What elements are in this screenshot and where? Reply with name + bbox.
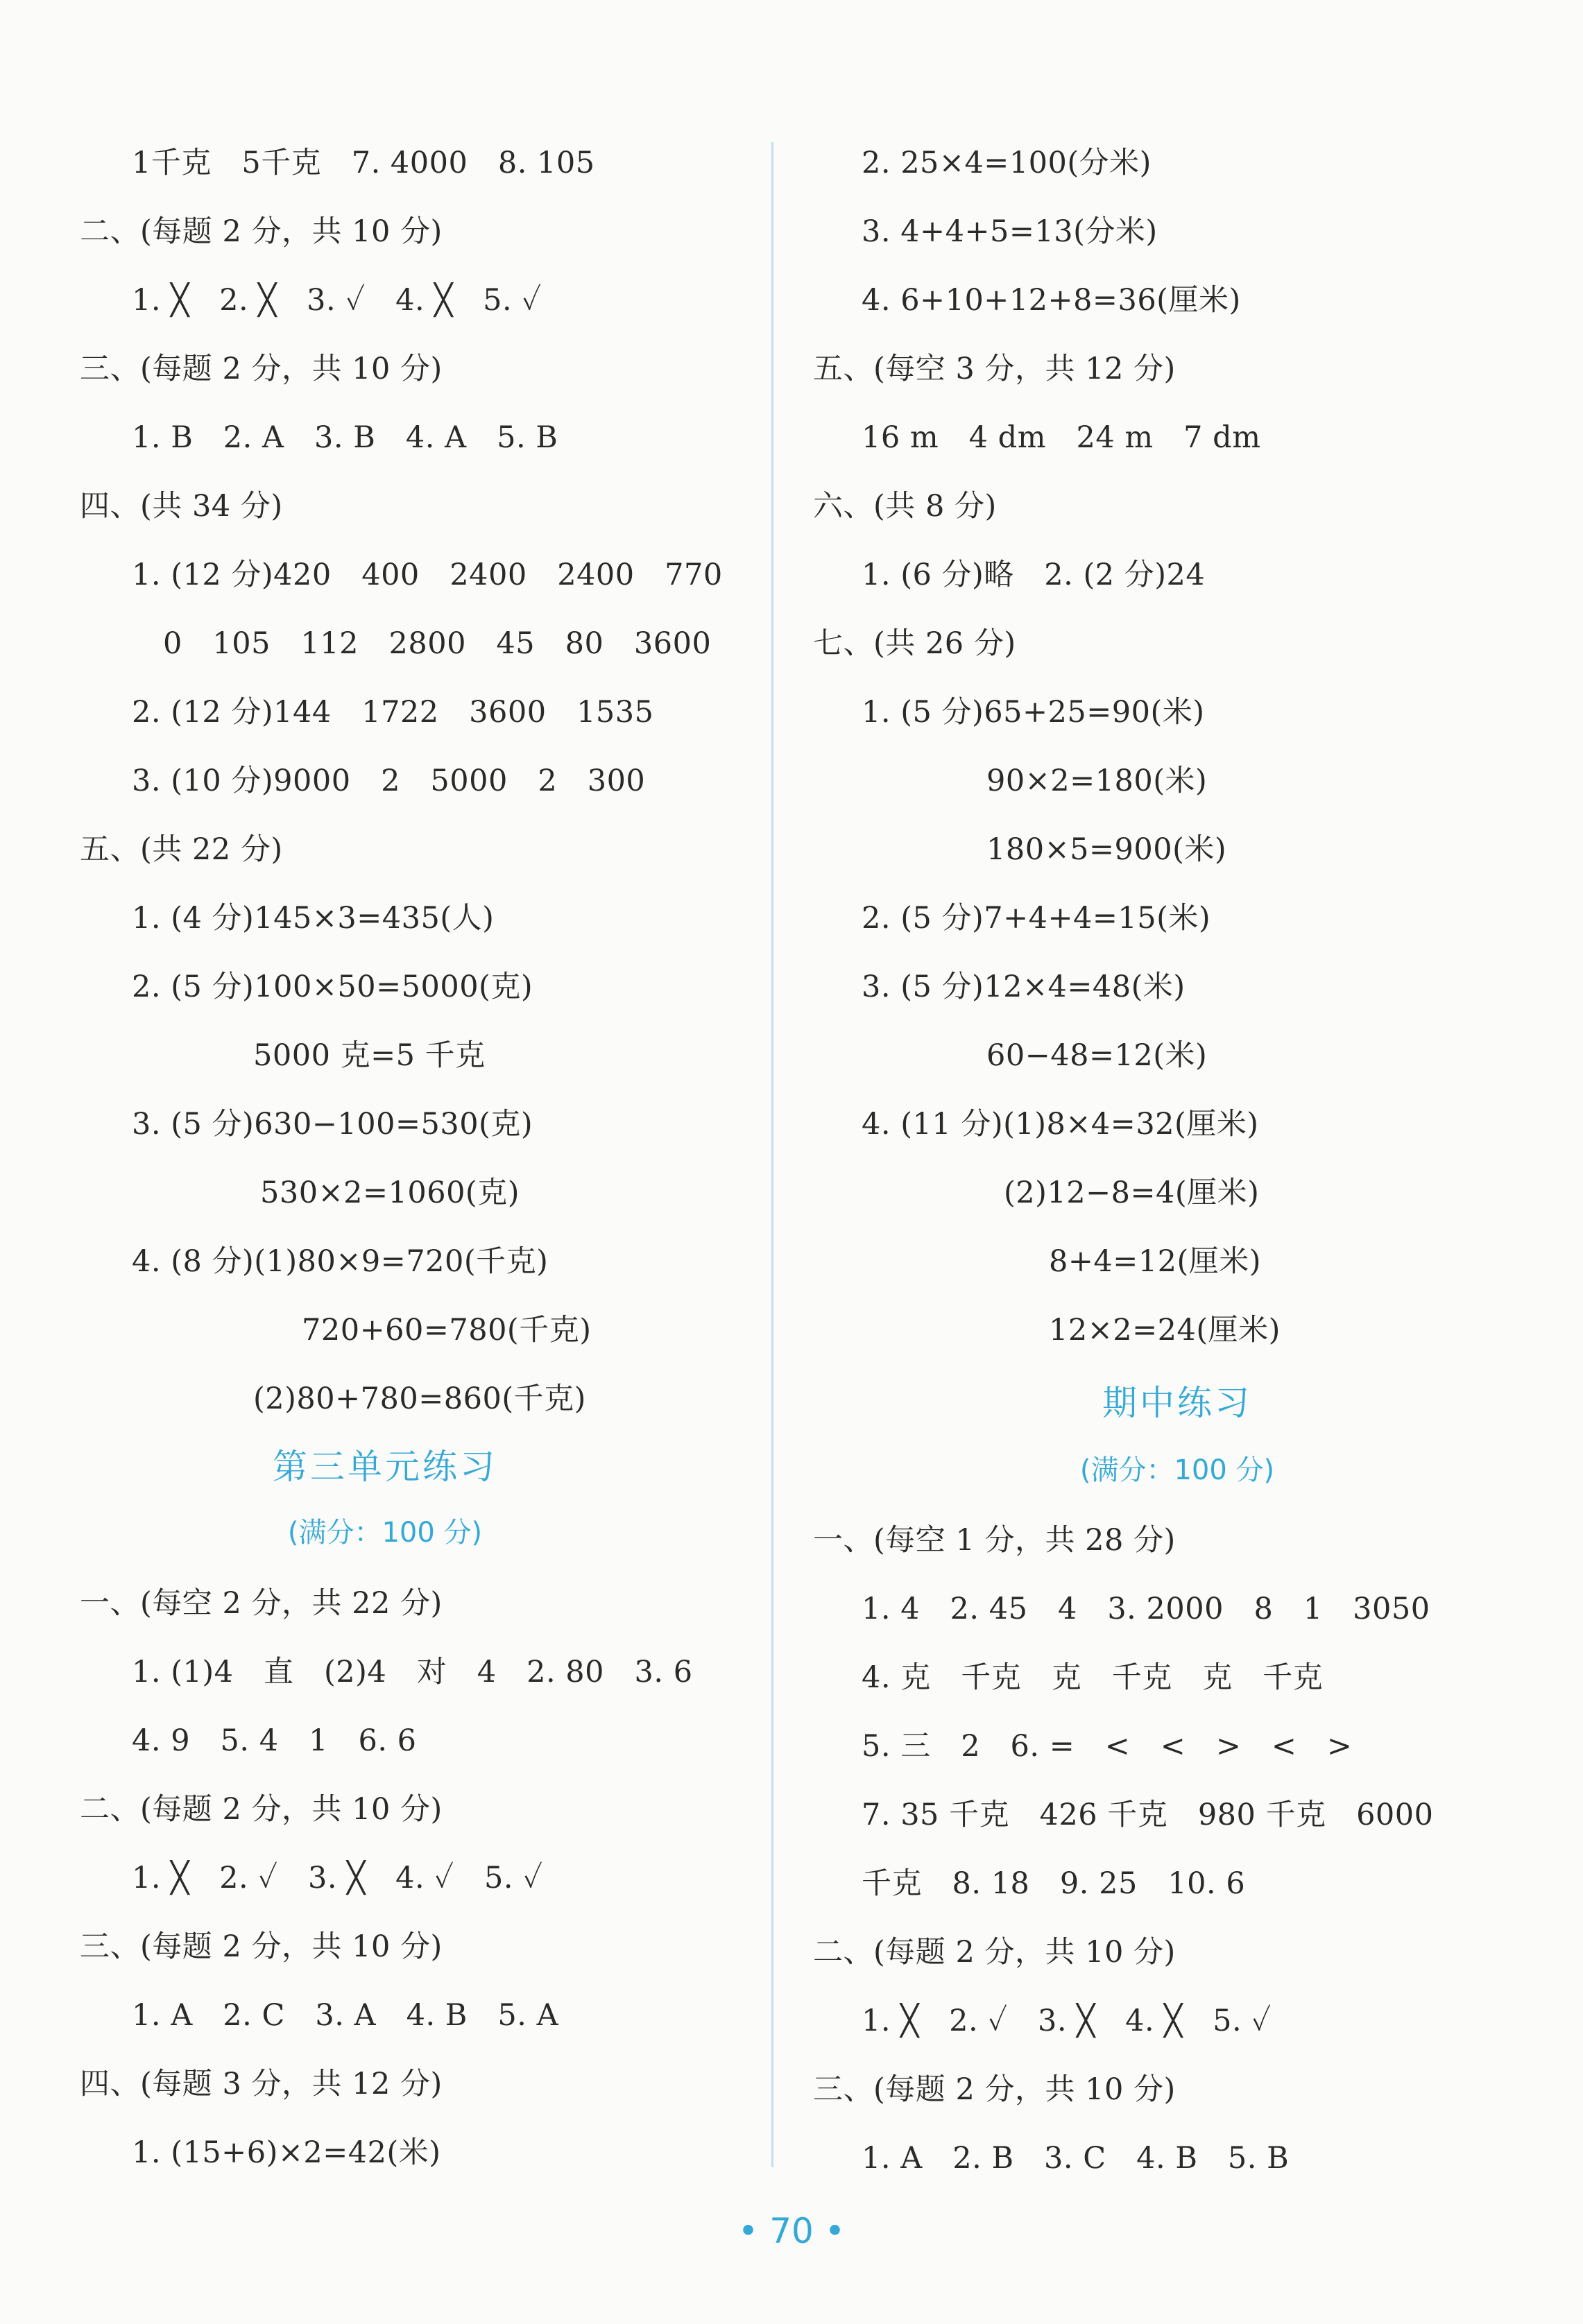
section-header: 一、(每空 1 分，共 28 分): [813, 1523, 1176, 1558]
answer-line: 1. (6 分)略 2. (2 分)24: [862, 558, 1206, 592]
answer-line: 千克 8. 18 9. 25 10. 6: [862, 1866, 1246, 1901]
answer-line: 3. 4+4+5=13(分米): [862, 214, 1158, 249]
section-title: 期中练习: [1102, 1383, 1252, 1423]
section-header: 一、(每空 2 分，共 22 分): [80, 1586, 443, 1621]
answer-line: 3. (5 分)630−100=530(克): [132, 1107, 533, 1142]
answer-line: 720+60=780(千克): [302, 1313, 592, 1348]
answer-line: 3. (10 分)9000 2 5000 2 300: [132, 764, 646, 798]
answer-line: 90×2=180(米): [986, 764, 1208, 798]
section-subtitle: (满分：100 分): [1079, 1454, 1275, 1486]
answer-line: 1. (15+6)×2=42(米): [132, 2135, 441, 2170]
section-header: 二、(每题 2 分，共 10 分): [80, 1792, 443, 1827]
answer-line: 12×2=24(厘米): [1049, 1313, 1281, 1348]
answer-line: 1. (12 分)420 400 2400 2400 770: [132, 558, 723, 592]
answer-line: 1. B 2. A 3. B 4. A 5. B: [132, 420, 558, 455]
section-header: 五、(共 22 分): [80, 832, 283, 867]
section-header: 五、(每空 3 分，共 12 分): [813, 352, 1176, 386]
answer-line: 2. (12 分)144 1722 3600 1535: [132, 695, 654, 730]
answer-line: 180×5=900(米): [986, 832, 1227, 867]
column-divider: [771, 142, 773, 2167]
answer-line: (2)80+780=860(千克): [253, 1382, 586, 1416]
section-header: 四、(每题 3 分，共 12 分): [80, 2067, 443, 2101]
answer-line: 0 105 112 2800 45 80 3600: [163, 626, 712, 661]
answer-line: 7. 35 千克 426 千克 980 千克 6000: [862, 1798, 1434, 1832]
section-header: 二、(每题 2 分，共 10 分): [80, 214, 443, 249]
answer-line: 4. 6+10+12+8=36(厘米): [862, 283, 1241, 318]
answer-line: 1. A 2. C 3. A 4. B 5. A: [132, 1998, 559, 2033]
answer-line: 1. ╳ 2. ╳ 3. ✓ 4. ╳ 5. ✓: [132, 283, 542, 318]
answer-line: 4. 克 千克 克 千克 克 千克: [862, 1660, 1324, 1695]
answer-line: 4. (8 分)(1)80×9=720(千克): [132, 1244, 549, 1279]
page-number-value: 70: [769, 2211, 814, 2251]
answer-line: 1. 4 2. 45 4 3. 2000 8 1 3050: [862, 1592, 1430, 1626]
section-header: 二、(每题 2 分，共 10 分): [813, 1935, 1176, 1970]
answer-line: 8+4=12(厘米): [1049, 1244, 1262, 1279]
answer-line: 1. A 2. B 3. C 4. B 5. B: [862, 2141, 1290, 2176]
page-number-dot-right: •: [824, 2211, 846, 2251]
answer-line: 60−48=12(米): [986, 1038, 1208, 1073]
section-subtitle: (满分：100 分): [287, 1517, 483, 1549]
answer-line: (2)12−8=4(厘米): [1004, 1176, 1260, 1210]
section-header: 三、(每题 2 分，共 10 分): [80, 1929, 443, 1964]
answer-line: 2. 25×4=100(分米): [862, 146, 1152, 180]
section-header: 三、(每题 2 分，共 10 分): [80, 352, 443, 386]
answer-line: 530×2=1060(克): [260, 1176, 520, 1210]
section-header: 七、(共 26 分): [813, 626, 1016, 661]
section-header: 四、(共 34 分): [80, 489, 283, 524]
answer-line: 2. (5 分)100×50=5000(克): [132, 970, 533, 1004]
answer-line: 1. (4 分)145×3=435(人): [132, 901, 495, 936]
answer-line: 4. (11 分)(1)8×4=32(厘米): [862, 1107, 1259, 1142]
answer-line: 1千克 5千克 7. 4000 8. 105: [132, 146, 595, 180]
answer-line: 2. (5 分)7+4+4=15(米): [862, 901, 1211, 936]
section-header: 三、(每题 2 分，共 10 分): [813, 2072, 1176, 2107]
answer-line: 1. ╳ 2. ✓ 3. ╳ 4. ╳ 5. ✓: [862, 2004, 1272, 2038]
answer-line: 1. (5 分)65+25=90(米): [862, 695, 1205, 730]
page-number-dot-left: •: [737, 2211, 759, 2251]
answer-line: 5. 三 2 6. = < < > < >: [862, 1729, 1353, 1764]
section-title: 第三单元练习: [273, 1447, 497, 1487]
answer-line: 1. (1)4 直 (2)4 对 4 2. 80 3. 6: [132, 1655, 693, 1689]
section-header: 六、(共 8 分): [813, 489, 997, 524]
answer-line: 4. 9 5. 4 1 6. 6: [132, 1723, 417, 1758]
answer-line: 5000 克=5 千克: [253, 1038, 486, 1073]
answer-line: 16 m 4 dm 24 m 7 dm: [862, 420, 1261, 455]
answer-line: 3. (5 分)12×4=48(米): [862, 970, 1186, 1004]
answer-line: 1. ╳ 2. ✓ 3. ╳ 4. ✓ 5. ✓: [132, 1861, 543, 1895]
page-number: [0, 2207, 1583, 2255]
